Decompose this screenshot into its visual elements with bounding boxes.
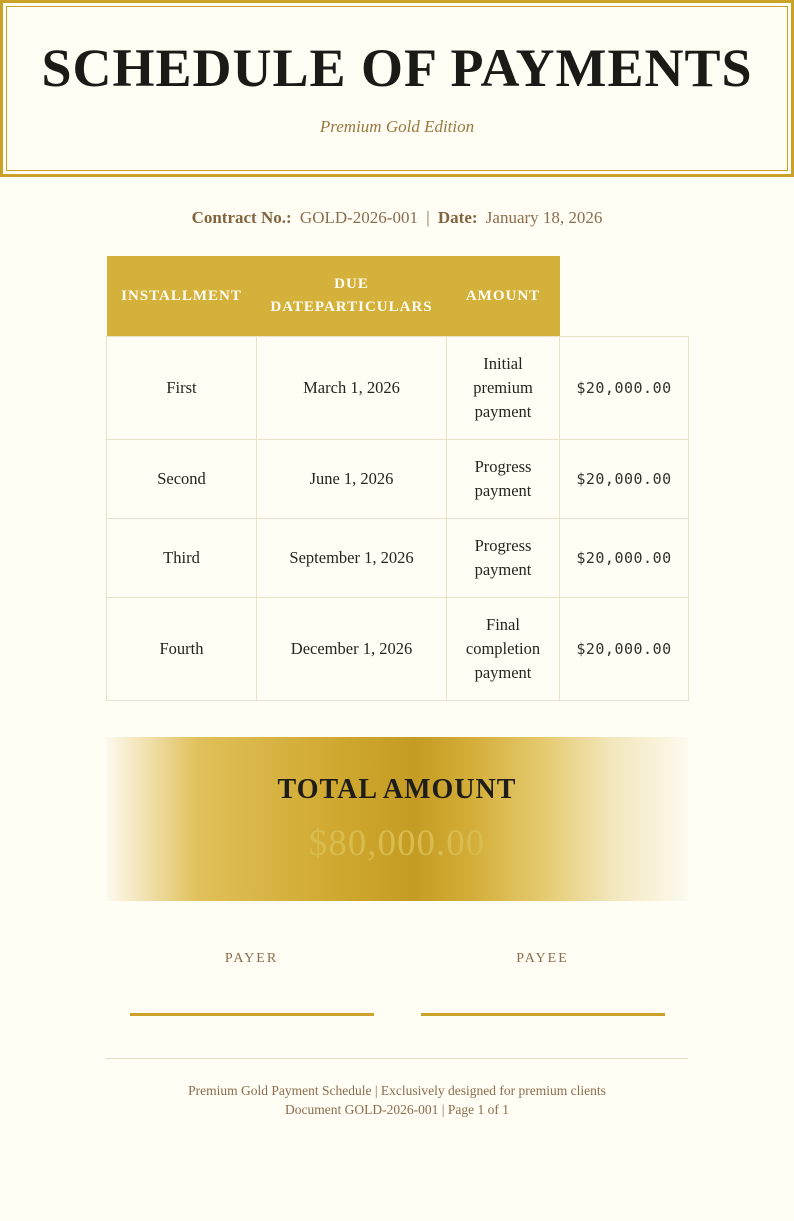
- total-amount-value: $80,000.00: [308, 822, 486, 864]
- amount-cell: $20,000.00: [560, 598, 689, 701]
- amount-cell: $20,000.00: [560, 337, 689, 440]
- total-amount-banner: [106, 737, 688, 901]
- contract-meta-line: [0, 208, 794, 228]
- particulars-cell: Progress payment: [447, 440, 560, 519]
- column-header-installment: INSTALLMENT: [107, 256, 257, 337]
- document-header: [0, 0, 794, 177]
- table-row: [107, 440, 689, 519]
- particulars-cell: Progress payment: [447, 519, 560, 598]
- installment-cell: Fourth: [107, 598, 257, 701]
- page-footer: [106, 1081, 688, 1119]
- installment-cell: First: [107, 337, 257, 440]
- due-date-cell: June 1, 2026: [257, 440, 447, 519]
- table-row: [107, 337, 689, 440]
- payee-signature-line: [421, 1013, 665, 1016]
- table-row: [107, 598, 689, 701]
- total-amount-label: TOTAL AMOUNT: [277, 773, 517, 805]
- payer-signature-block: [106, 951, 397, 1016]
- document-body: [106, 256, 688, 1119]
- contract-number-value: GOLD-2026-001: [299, 208, 418, 227]
- payee-label: PAYEE: [516, 951, 569, 966]
- contract-date-value: January 18, 2026: [485, 208, 603, 227]
- payments-table: [106, 256, 689, 701]
- footer-divider: [106, 1058, 688, 1059]
- particulars-cell: Final completion payment: [447, 598, 560, 701]
- page-subtitle: Premium Gold Edition: [319, 117, 475, 136]
- table-row: [107, 519, 689, 598]
- table-header-row: [107, 256, 689, 337]
- amount-cell: $20,000.00: [560, 440, 689, 519]
- column-header-blank: [560, 256, 689, 337]
- page-title: SCHEDULE OF PAYMENTS: [41, 38, 753, 98]
- column-header-due-date-particulars: DUE DATEPARTICULARS: [257, 256, 447, 337]
- particulars-cell: Initial premium payment: [447, 337, 560, 440]
- installment-cell: Second: [107, 440, 257, 519]
- column-header-amount: AMOUNT: [447, 256, 560, 337]
- due-date-cell: March 1, 2026: [257, 337, 447, 440]
- footer-line-2: Document GOLD-2026-001 | Page 1 of 1: [285, 1102, 509, 1117]
- contract-number-label: Contract No.:: [191, 208, 292, 227]
- footer-line-1: Premium Gold Payment Schedule | Exclusively designed for premium clients: [188, 1083, 606, 1098]
- payee-signature-block: [397, 951, 688, 1016]
- contract-date-label: Date:: [437, 208, 478, 227]
- due-date-cell: September 1, 2026: [257, 519, 447, 598]
- installment-cell: Third: [107, 519, 257, 598]
- signature-section: [106, 951, 688, 1016]
- due-date-cell: December 1, 2026: [257, 598, 447, 701]
- payer-signature-line: [130, 1013, 374, 1016]
- meta-separator: |: [426, 208, 430, 227]
- payer-label: PAYER: [224, 951, 279, 966]
- amount-cell: $20,000.00: [560, 519, 689, 598]
